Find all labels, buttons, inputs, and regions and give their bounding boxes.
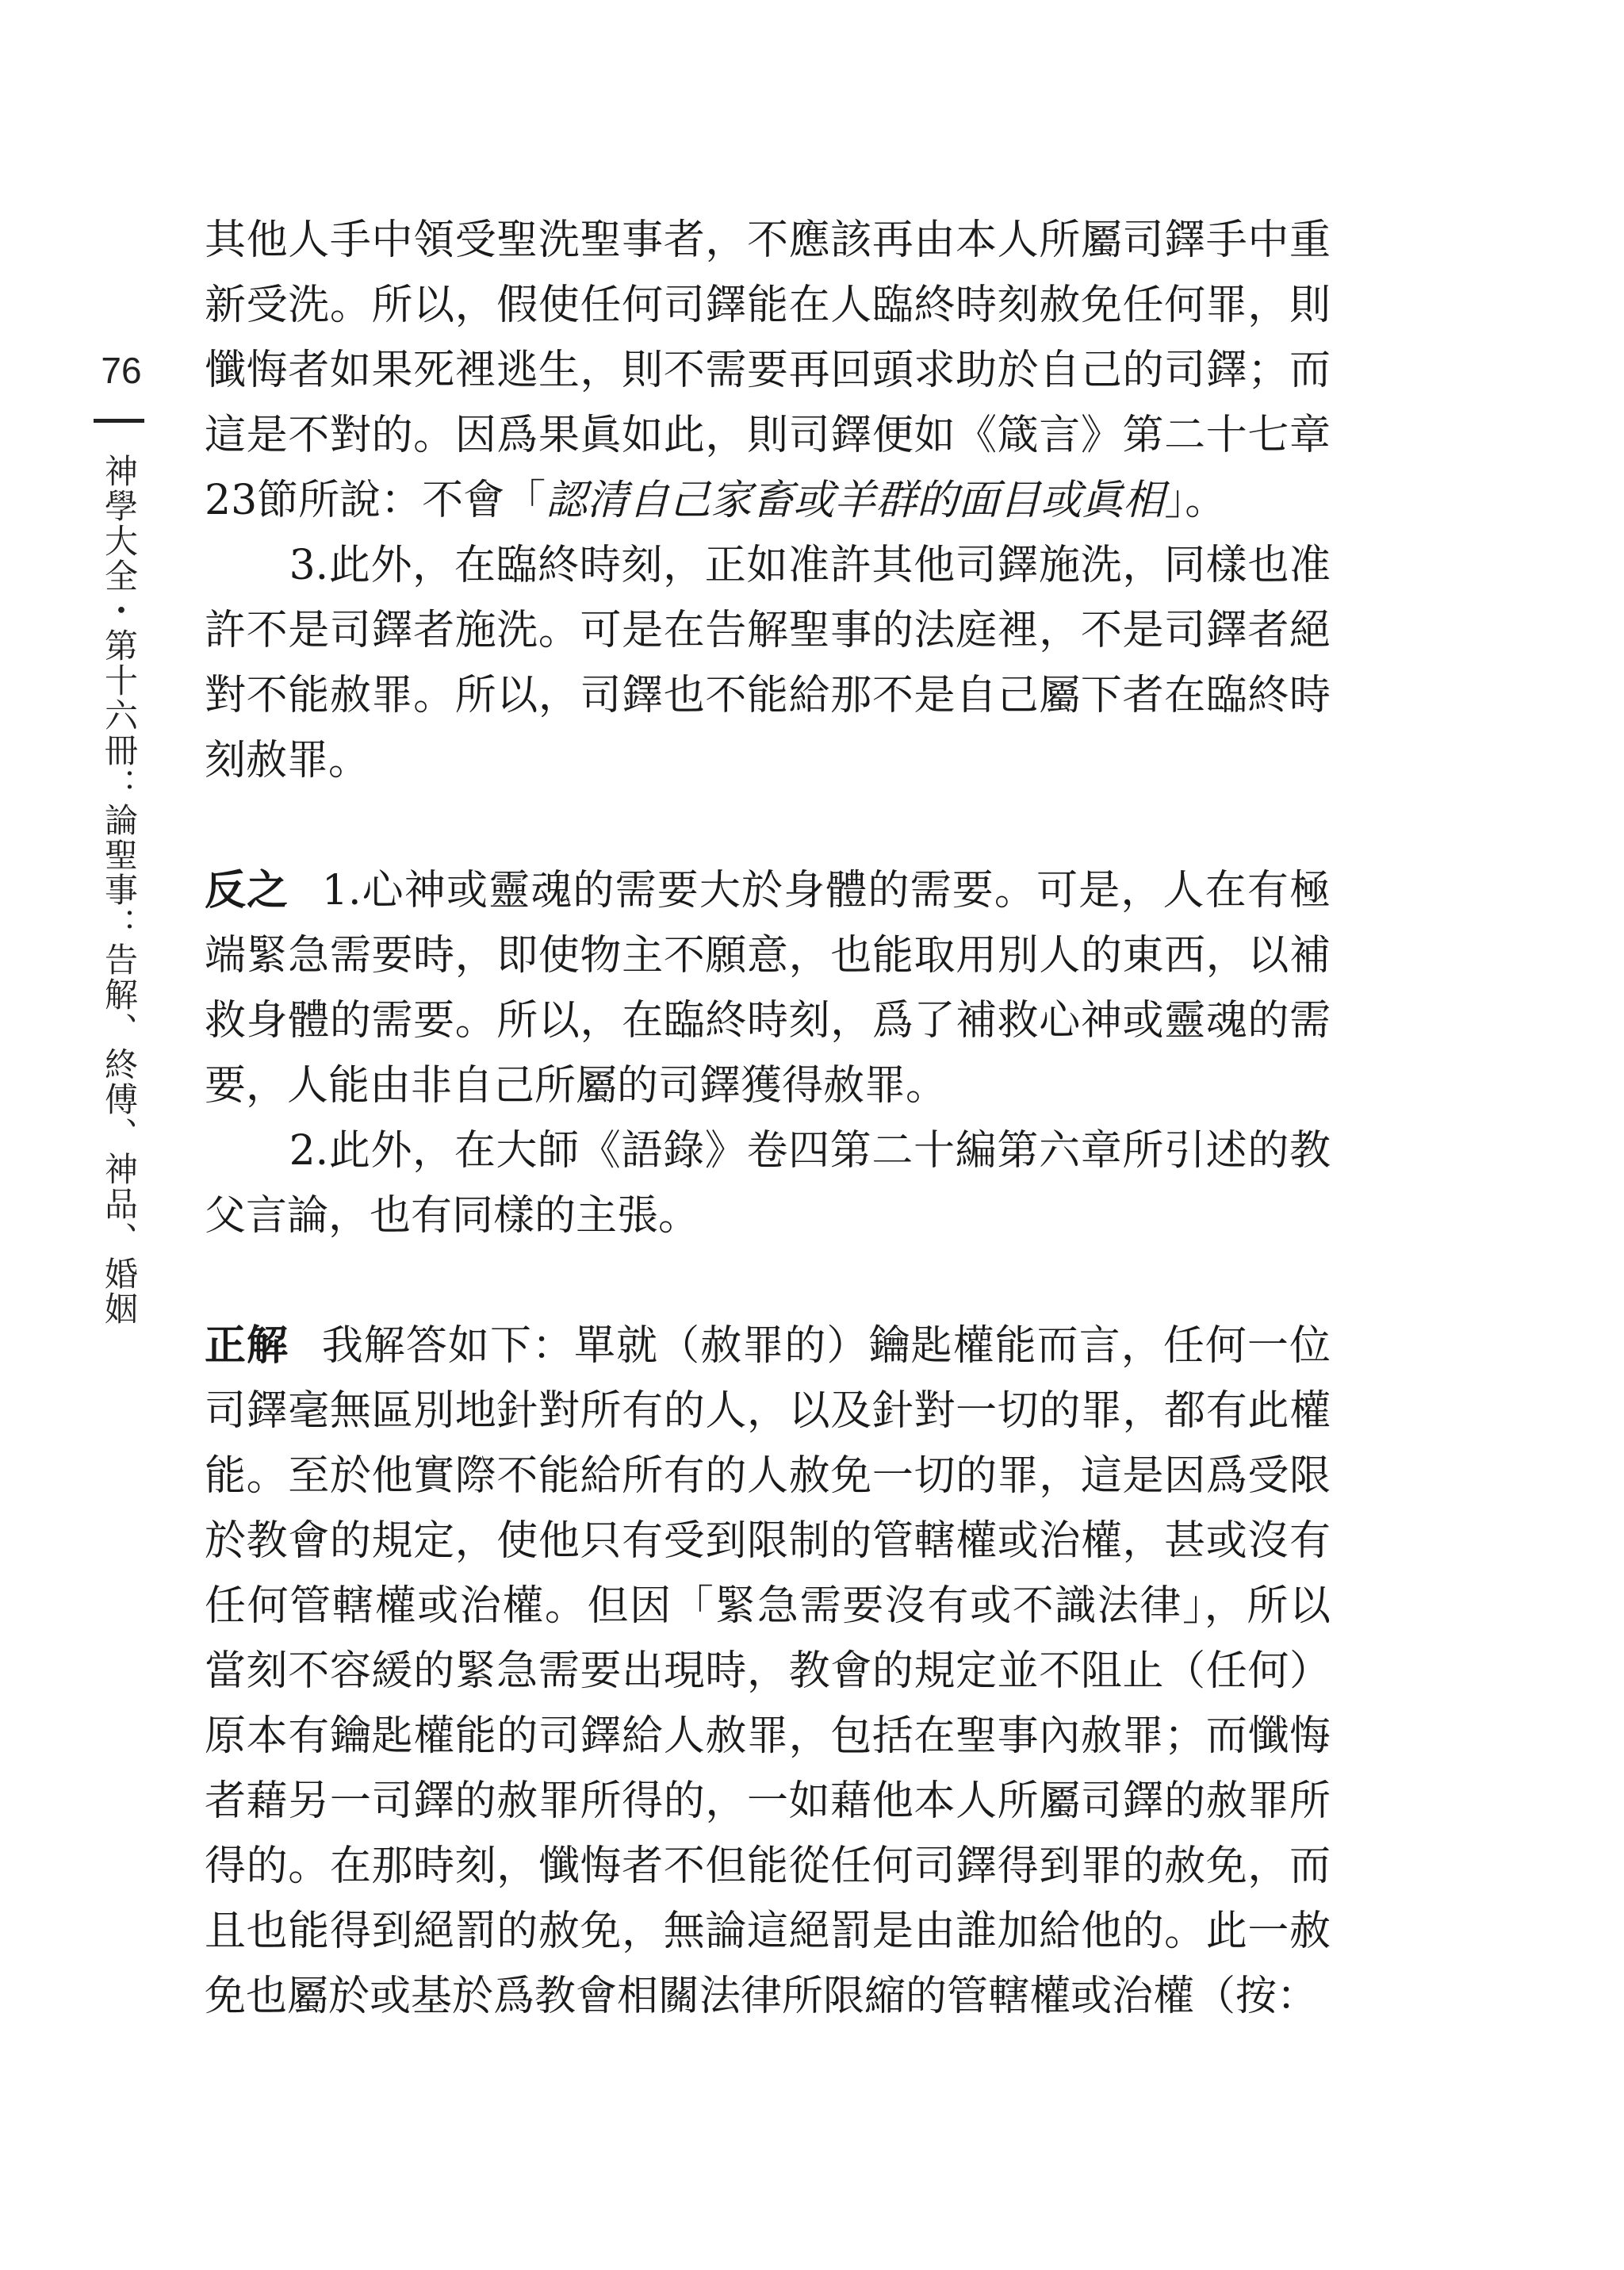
objection-text: 1.心神或靈魂的需要大於身體的需要。可是，人在有極端緊急需要時，即使物主不願意，也能取用別人的東西，以補救身體的需要。所以，在臨終時刻，爲了補救心神或靈魂的需要，人能由非自己所屬的司鐸獲得赦罪。 — [205, 867, 1331, 1110]
objection-label: 反之 — [205, 867, 289, 915]
answer-label: 正解 — [205, 1322, 289, 1370]
paragraph-1 — [205, 208, 1331, 533]
running-head: 神學大全・第十六冊：論聖事：告解、終傅、神品、婚姻 — [100, 454, 139, 1326]
answer-text: 我解答如下：單就（赦罪的）鑰匙權能而言，任何一位司鐸毫無區別地針對所有的人，以及針對一切的罪，都有此權能。至於他實際不能給所有的人赦免一切的罪，這是因爲受限於教會的規定，使他只有受到限制的管轄權或治權，甚或沒有任何管轄權或治權。但因「緊急需要沒有或不識法律」，所以當刻不容緩的緊急需要出現時，教會的規定並不阻止（任何）原本有鑰匙權能的司鐸給人赦罪，包括在聖事內赦罪；而懺悔者藉另一司鐸的赦罪所得的，一如藉他本人所屬司鐸的赦罪所得的。在那時刻，懺悔者不但能從任何司鐸得到罪的赦免，而且也能得到絕罰的赦免，無論這絕罰是由誰加給他的。此一赦免也屬於或基於爲教會相關法律所限縮的管轄權或治權（按： — [205, 1322, 1331, 2020]
body-text — [205, 208, 1331, 2029]
paragraph-2: 3.此外，在臨終時刻，正如准許其他司鐸施洗，同樣也准許不是司鐸者施洗。可是在告解聖事的法庭裡，不是司鐸者絕對不能赦罪。所以，司鐸也不能給那不是自己屬下者在臨終時刻赦罪。 — [205, 542, 1331, 784]
running-head-rule — [94, 419, 144, 423]
proverbs-quote: 認清自己家畜或羊群的面目或眞相 — [546, 477, 1165, 524]
page-number: 76 — [101, 350, 142, 391]
paragraph-1-text: 其他人手中領受聖洗聖事者，不應該再由本人所屬司鐸手中重新受洗。所以，假使任何司鐸能在人臨終時刻赦免任何罪，則懺悔者如果死裡逃生，則不需要再回頭求助於自己的司鐸；而這是不對的。因爲果眞如此，則司鐸便如《箴言》第二十七章23節所說：不會「 — [205, 217, 1331, 524]
paragraph-4: 2.此外，在大師《語錄》卷四第二十編第六章所引述的教父言論，也有同樣的主張。 — [205, 1127, 1331, 1240]
paragraph-answer — [205, 1313, 1331, 2029]
paragraph-1-end: 」。 — [1164, 477, 1227, 524]
paragraph-objection — [205, 858, 1331, 1118]
